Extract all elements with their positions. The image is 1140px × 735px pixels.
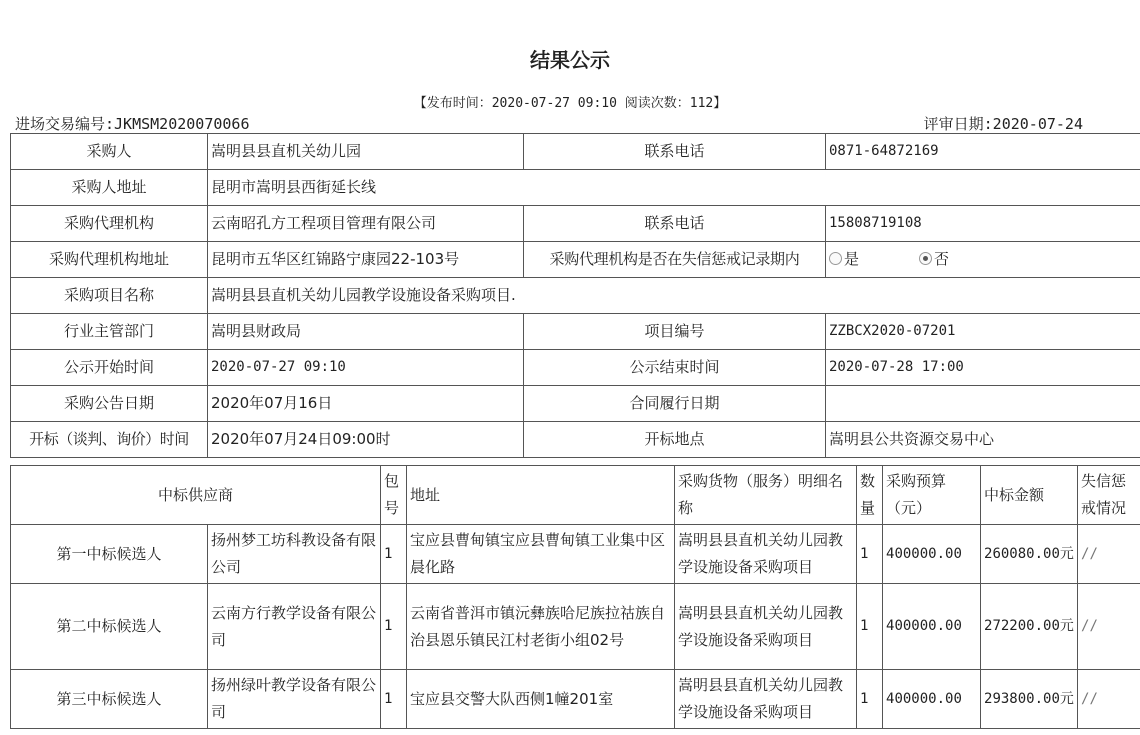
end-time-value: 2020-07-28 17:00 — [826, 350, 1140, 386]
candidate-amount: 293800.00元 — [981, 670, 1078, 729]
candidate-amount: 260080.00元 — [981, 525, 1078, 584]
header-budget: 采购预算（元） — [883, 466, 981, 525]
buyer-value: 嵩明县县直机关幼儿园 — [208, 134, 524, 170]
candidate-qty: 1 — [857, 525, 883, 584]
header-qty: 数量 — [857, 466, 883, 525]
table-row — [11, 206, 1140, 242]
agency-label: 采购代理机构 — [11, 206, 208, 242]
candidate-goods: 嵩明县县直机关幼儿园教学设施设备采购项目 — [675, 525, 857, 584]
contract-date-label: 合同履行日期 — [524, 386, 826, 422]
review-date: 评审日期:2020-07-24 — [923, 115, 1083, 133]
table-header-row — [11, 466, 1140, 525]
agency-value: 云南昭孔方工程项目管理有限公司 — [208, 206, 524, 242]
end-time-label: 公示结束时间 — [524, 350, 826, 386]
buyer-address-label: 采购人地址 — [11, 170, 208, 206]
header-package: 包号 — [381, 466, 407, 525]
candidate-credit: // — [1078, 525, 1140, 584]
start-time-label: 公示开始时间 — [11, 350, 208, 386]
table-row — [11, 386, 1140, 422]
table-row — [11, 670, 1140, 729]
candidate-budget: 400000.00 — [883, 670, 981, 729]
blacklist-label: 采购代理机构是否在失信惩戒记录期内 — [524, 242, 826, 278]
candidate-credit: // — [1078, 584, 1140, 670]
candidate-name: 扬州绿叶教学设备有限公司 — [208, 670, 381, 729]
buyer-label: 采购人 — [11, 134, 208, 170]
candidate-goods: 嵩明县县直机关幼儿园教学设施设备采购项目 — [675, 584, 857, 670]
header-address: 地址 — [407, 466, 675, 525]
start-time-value: 2020-07-27 09:10 — [208, 350, 524, 386]
project-number-value: ZZBCX2020-07201 — [826, 314, 1140, 350]
candidate-package: 1 — [381, 584, 407, 670]
candidate-goods: 嵩明县县直机关幼儿园教学设施设备采购项目 — [675, 670, 857, 729]
notice-date-value: 2020年07月16日 — [208, 386, 524, 422]
candidate-name: 扬州梦工坊科教设备有限公司 — [208, 525, 381, 584]
table-row — [11, 134, 1140, 170]
dept-value: 嵩明县财政局 — [208, 314, 524, 350]
candidate-package: 1 — [381, 670, 407, 729]
candidate-rank: 第一中标候选人 — [11, 525, 208, 584]
dept-label: 行业主管部门 — [11, 314, 208, 350]
header-goods: 采购货物（服务）明细名称 — [675, 466, 857, 525]
buyer-address-value: 昆明市嵩明县西街延长线 — [208, 170, 1140, 206]
table-row — [11, 314, 1140, 350]
candidate-amount: 272200.00元 — [981, 584, 1078, 670]
candidate-rank: 第二中标候选人 — [11, 584, 208, 670]
table-row — [11, 170, 1140, 206]
page-title: 结果公示 — [530, 48, 610, 72]
candidate-address: 宝应县曹甸镇宝应县曹甸镇工业集中区晨化路 — [407, 525, 675, 584]
candidate-qty: 1 — [857, 670, 883, 729]
header-supplier: 中标供应商 — [11, 466, 381, 525]
trade-number: 进场交易编号:JKMSM2020070066 — [15, 115, 250, 133]
candidates-table — [10, 465, 1140, 729]
candidate-qty: 1 — [857, 584, 883, 670]
phone-value: 0871-64872169 — [826, 134, 1140, 170]
contract-date-value — [826, 386, 1140, 422]
open-time-value: 2020年07月24日09:00时 — [208, 422, 524, 458]
radio-yes-label: 是 — [844, 250, 860, 268]
publish-info: 【发布时间：2020-07-27 09:10 阅读次数：112】 — [413, 96, 727, 111]
header-credit: 失信惩戒情况 — [1078, 466, 1140, 525]
project-name-label: 采购项目名称 — [11, 278, 208, 314]
candidate-name: 云南方行教学设备有限公司 — [208, 584, 381, 670]
radio-no[interactable] — [919, 252, 932, 265]
table-row — [11, 350, 1140, 386]
candidate-address: 云南省普洱市镇沅彝族哈尼族拉祜族自治县恩乐镇民江村老街小组02号 — [407, 584, 675, 670]
candidate-rank: 第三中标候选人 — [11, 670, 208, 729]
table-row — [11, 278, 1140, 314]
radio-no-label: 否 — [934, 250, 950, 268]
candidate-address: 宝应县交警大队西侧1幢201室 — [407, 670, 675, 729]
table-row — [11, 525, 1140, 584]
project-name-value: 嵩明县县直机关幼儿园教学设施设备采购项目. — [208, 278, 1140, 314]
agency-address-label: 采购代理机构地址 — [11, 242, 208, 278]
table-row — [11, 584, 1140, 670]
phone-label: 联系电话 — [524, 134, 826, 170]
agency-phone-label: 联系电话 — [524, 206, 826, 242]
header-amount: 中标金额 — [981, 466, 1078, 525]
candidate-package: 1 — [381, 525, 407, 584]
open-time-label: 开标（谈判、询价）时间 — [11, 422, 208, 458]
candidate-credit: // — [1078, 670, 1140, 729]
agency-address-value: 昆明市五华区红锦路宁康园22-103号 — [208, 242, 524, 278]
blacklist-options — [826, 242, 1140, 278]
open-place-value: 嵩明县公共资源交易中心 — [826, 422, 1140, 458]
radio-yes[interactable] — [829, 252, 842, 265]
candidate-budget: 400000.00 — [883, 584, 981, 670]
project-number-label: 项目编号 — [524, 314, 826, 350]
agency-phone-value: 15808719108 — [826, 206, 1140, 242]
notice-date-label: 采购公告日期 — [11, 386, 208, 422]
table-row — [11, 242, 1140, 278]
table-row — [11, 422, 1140, 458]
candidate-budget: 400000.00 — [883, 525, 981, 584]
open-place-label: 开标地点 — [524, 422, 826, 458]
info-table — [10, 133, 1140, 458]
